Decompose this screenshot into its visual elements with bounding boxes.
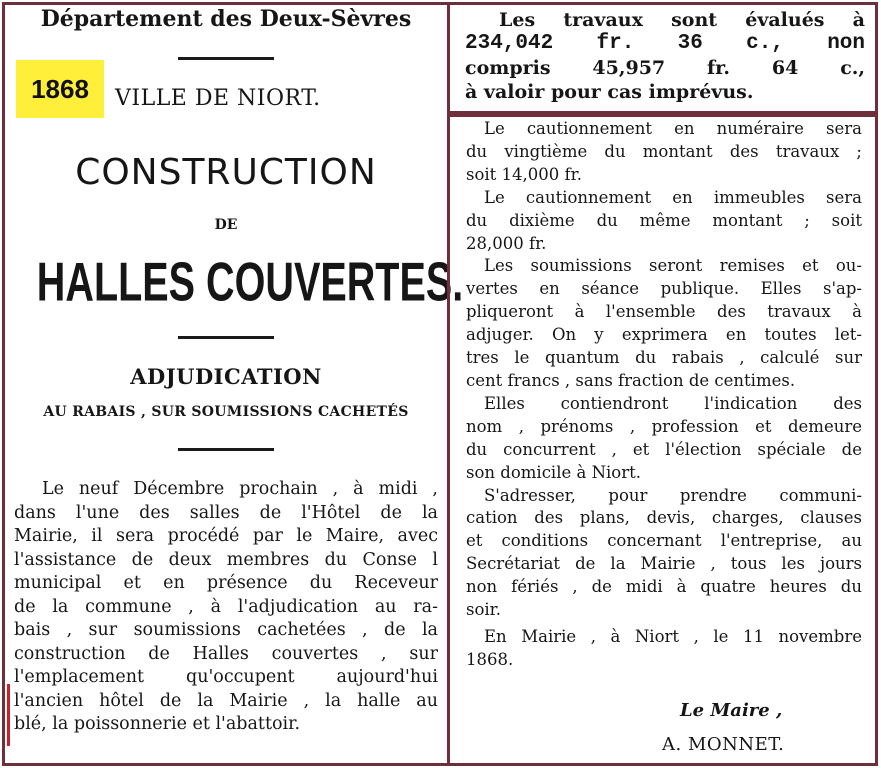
body-line: tres le quantum du rabais , calculé sur <box>466 348 862 368</box>
cost-line: à valoir pour cas imprévus. <box>465 81 754 103</box>
body-line: 1868. <box>466 649 514 669</box>
body-line: l'ancien hôtel de la Mairie , la halle au <box>14 690 438 711</box>
body-line: En Mairie , à Niort , le 11 novembre <box>484 626 862 646</box>
body-line: nom , prénoms , profession et demeure <box>466 416 862 436</box>
body-line: Elles contiendront l'indication des <box>484 393 862 413</box>
body-line: adjuger. On y exprimera en toutes let- <box>466 325 862 345</box>
left-body-text <box>14 478 438 737</box>
signature-title: Le Maire , <box>680 700 783 721</box>
body-line: cent francs , sans fraction de centimes. <box>466 370 796 390</box>
body-line: du concurrent , et l'élection spéciale de <box>466 439 862 459</box>
body-line: de la commune , à l'adjudication au ra- <box>14 596 438 617</box>
body-line: l'emplacement qu'occupent aujourd'hui <box>14 667 438 687</box>
body-line: construction de Halles couvertes , sur <box>14 643 438 664</box>
city-name: VILLE DE NIORT. <box>115 86 321 111</box>
cost-estimate-block <box>465 8 865 104</box>
heading-halles-couvertes: HALLES COUVERTES. <box>36 251 464 313</box>
body-line: et conditions concernant l'entreprise, au <box>466 531 862 551</box>
body-line: 28,000 fr. <box>466 233 547 253</box>
body-line: du vingtième du montant des travaux ; <box>466 141 862 161</box>
body-line: Mairie, il sera procédé par le Maire, avec <box>14 526 438 546</box>
body-line: Les soumissions seront remises et ou- <box>484 256 862 276</box>
body-line: l'assistance de deux membres du Conse l <box>14 549 438 570</box>
body-line: dans l'une des salles de l'Hôtel de la <box>14 502 438 523</box>
body-line: vertes en séance publique. Elles s'ap- <box>466 279 862 299</box>
body-line: du dixième du même montant ; soit <box>466 210 862 230</box>
body-line: S'adresser, pour prendre communi- <box>484 485 862 505</box>
body-line: cation des plans, devis, charges, clauses <box>466 508 862 528</box>
year-badge: 1868 <box>16 60 104 118</box>
body-line: son domicile à Niort. <box>466 462 641 482</box>
margin-marker <box>7 684 10 746</box>
body-line: municipal et en présence du Receveur <box>14 573 438 593</box>
body-line: Le cautionnement en numéraire sera <box>484 119 862 138</box>
department-title: Département des Deux-Sèvres <box>40 6 412 32</box>
body-line: soir. <box>466 600 501 620</box>
cost-line-amount: 234,042 fr. 36 c., non <box>465 32 865 55</box>
adjudication-subtitle: AU RABAIS , SUR SOUMISSIONS CACHETÉS <box>43 404 409 420</box>
body-line: non fériés , de midi à quatre heures du <box>466 577 862 597</box>
rule-2 <box>178 336 274 339</box>
body-line: pliqueront à l'ensemble des travaux à <box>466 302 862 322</box>
rule-3 <box>178 448 274 451</box>
body-line: bais , sur soumissions cachetées , de la <box>14 620 438 640</box>
right-body-text <box>466 118 862 672</box>
body-line: soit 14,000 fr. <box>466 164 582 184</box>
body-line: Le cautionnement en immeubles sera <box>484 187 862 207</box>
signature-name: A. MONNET. <box>662 734 785 755</box>
cost-line: Les travaux sont évalués à <box>499 9 865 31</box>
adjudication-title: ADJUDICATION <box>130 364 322 389</box>
body-line: blé, la poissonnerie et l'abattoir. <box>14 714 301 734</box>
heading-de: DE <box>214 217 238 233</box>
body-line: Le neuf Décembre prochain , à midi , <box>42 479 438 499</box>
heading-construction: CONSTRUCTION <box>75 152 377 193</box>
body-line: Secrétariat de la Mairie , tous les jours <box>466 554 862 574</box>
rule-1 <box>178 57 274 60</box>
cost-line-reserve: compris 45,957 fr. 64 c., <box>465 57 865 79</box>
